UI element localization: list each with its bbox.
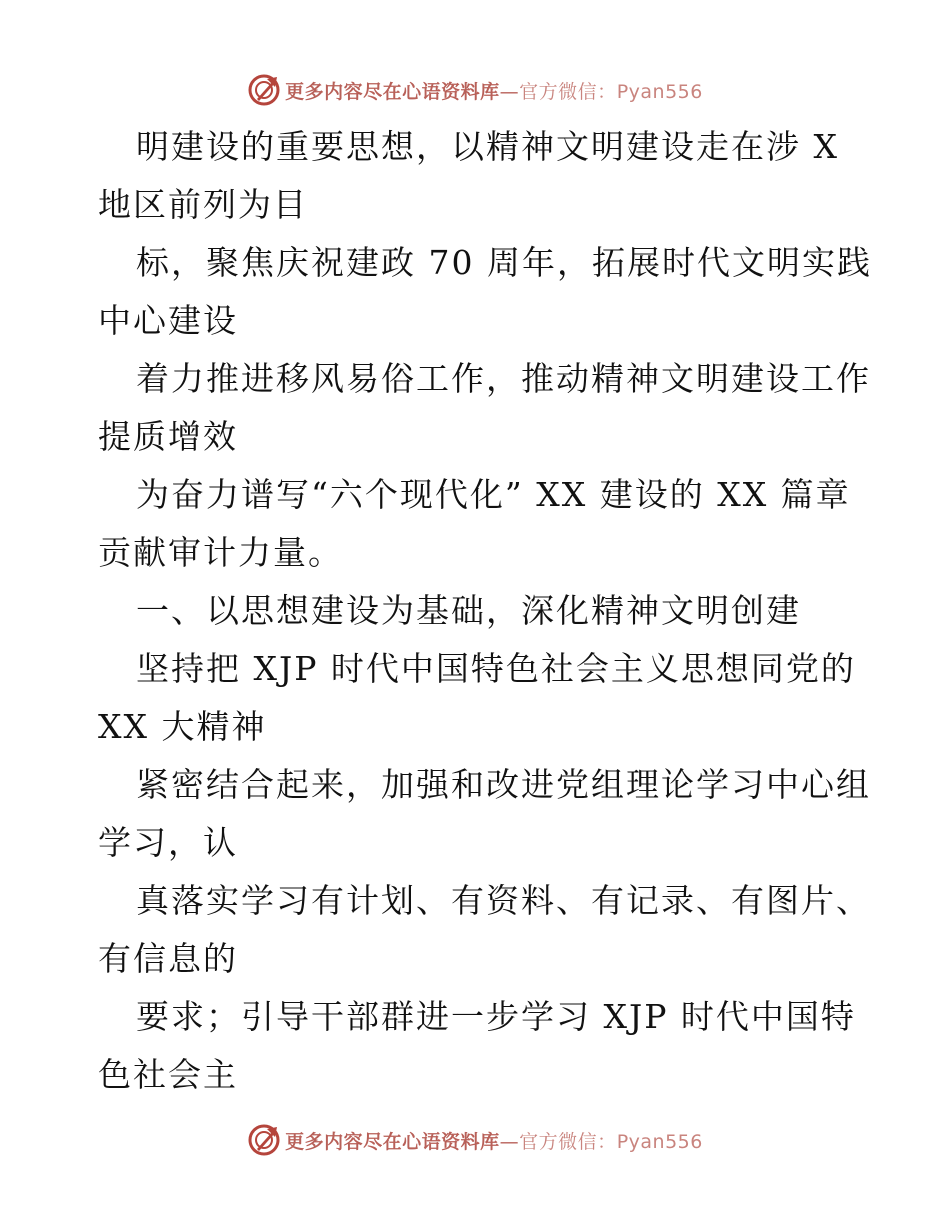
- header-wechat-label: 官方微信：: [519, 80, 617, 103]
- header-separator: —: [499, 80, 520, 103]
- body-line-6: 提质增效: [98, 417, 238, 456]
- body-line-4: 中心建设: [98, 301, 238, 340]
- body-line-12: 紧密结合起来，加强和改进党组理论学习中心组: [136, 765, 871, 804]
- footer-watermark-banner: [0, 1120, 950, 1160]
- document-body: [98, 118, 872, 1104]
- footer-watermark-text: [285, 1127, 703, 1154]
- header-watermark-text: [285, 77, 703, 104]
- body-line-5: 着力推进移风易俗工作，推动精神文明建设工作: [136, 359, 871, 398]
- section-heading: 一、以思想建设为基础，深化精神文明创建: [136, 591, 801, 630]
- brand-logo-icon: [247, 1123, 281, 1157]
- body-line-3: 标，聚焦庆祝建政 70 周年，拓展时代文明实践: [136, 243, 872, 282]
- body-line-7: 为奋力谱写“六个现代化” XX 建设的 XX 篇章: [136, 475, 851, 514]
- body-line-15: 有信息的: [98, 939, 238, 978]
- body-line-16: 要求；引导干部群进一步学习 XJP 时代中国特: [136, 997, 856, 1036]
- body-line-2: 地区前列为目: [98, 185, 308, 224]
- body-line-17: 色社会主: [98, 1055, 238, 1094]
- brand-logo-icon: [247, 73, 281, 107]
- body-line-14: 真落实学习有计划、有资料、有记录、有图片、: [136, 881, 871, 920]
- header-brand-text: 更多内容尽在心语资料库: [285, 80, 500, 103]
- footer-wechat-id: Pyan556: [616, 1130, 703, 1153]
- body-line-10: 坚持把 XJP 时代中国特色社会主义思想同党的: [136, 649, 856, 688]
- header-watermark-banner: [0, 70, 950, 110]
- body-line-8: 贡献审计力量。: [98, 533, 343, 572]
- footer-brand-text: 更多内容尽在心语资料库: [285, 1130, 500, 1153]
- body-line-11: XX 大精神: [98, 707, 267, 746]
- body-line-13: 学习，认: [98, 823, 238, 862]
- footer-separator: —: [499, 1130, 520, 1153]
- footer-wechat-label: 官方微信：: [519, 1130, 617, 1153]
- header-wechat-id: Pyan556: [616, 80, 703, 103]
- body-line-1: 明建设的重要思想，以精神文明建设走在涉 X: [136, 127, 839, 166]
